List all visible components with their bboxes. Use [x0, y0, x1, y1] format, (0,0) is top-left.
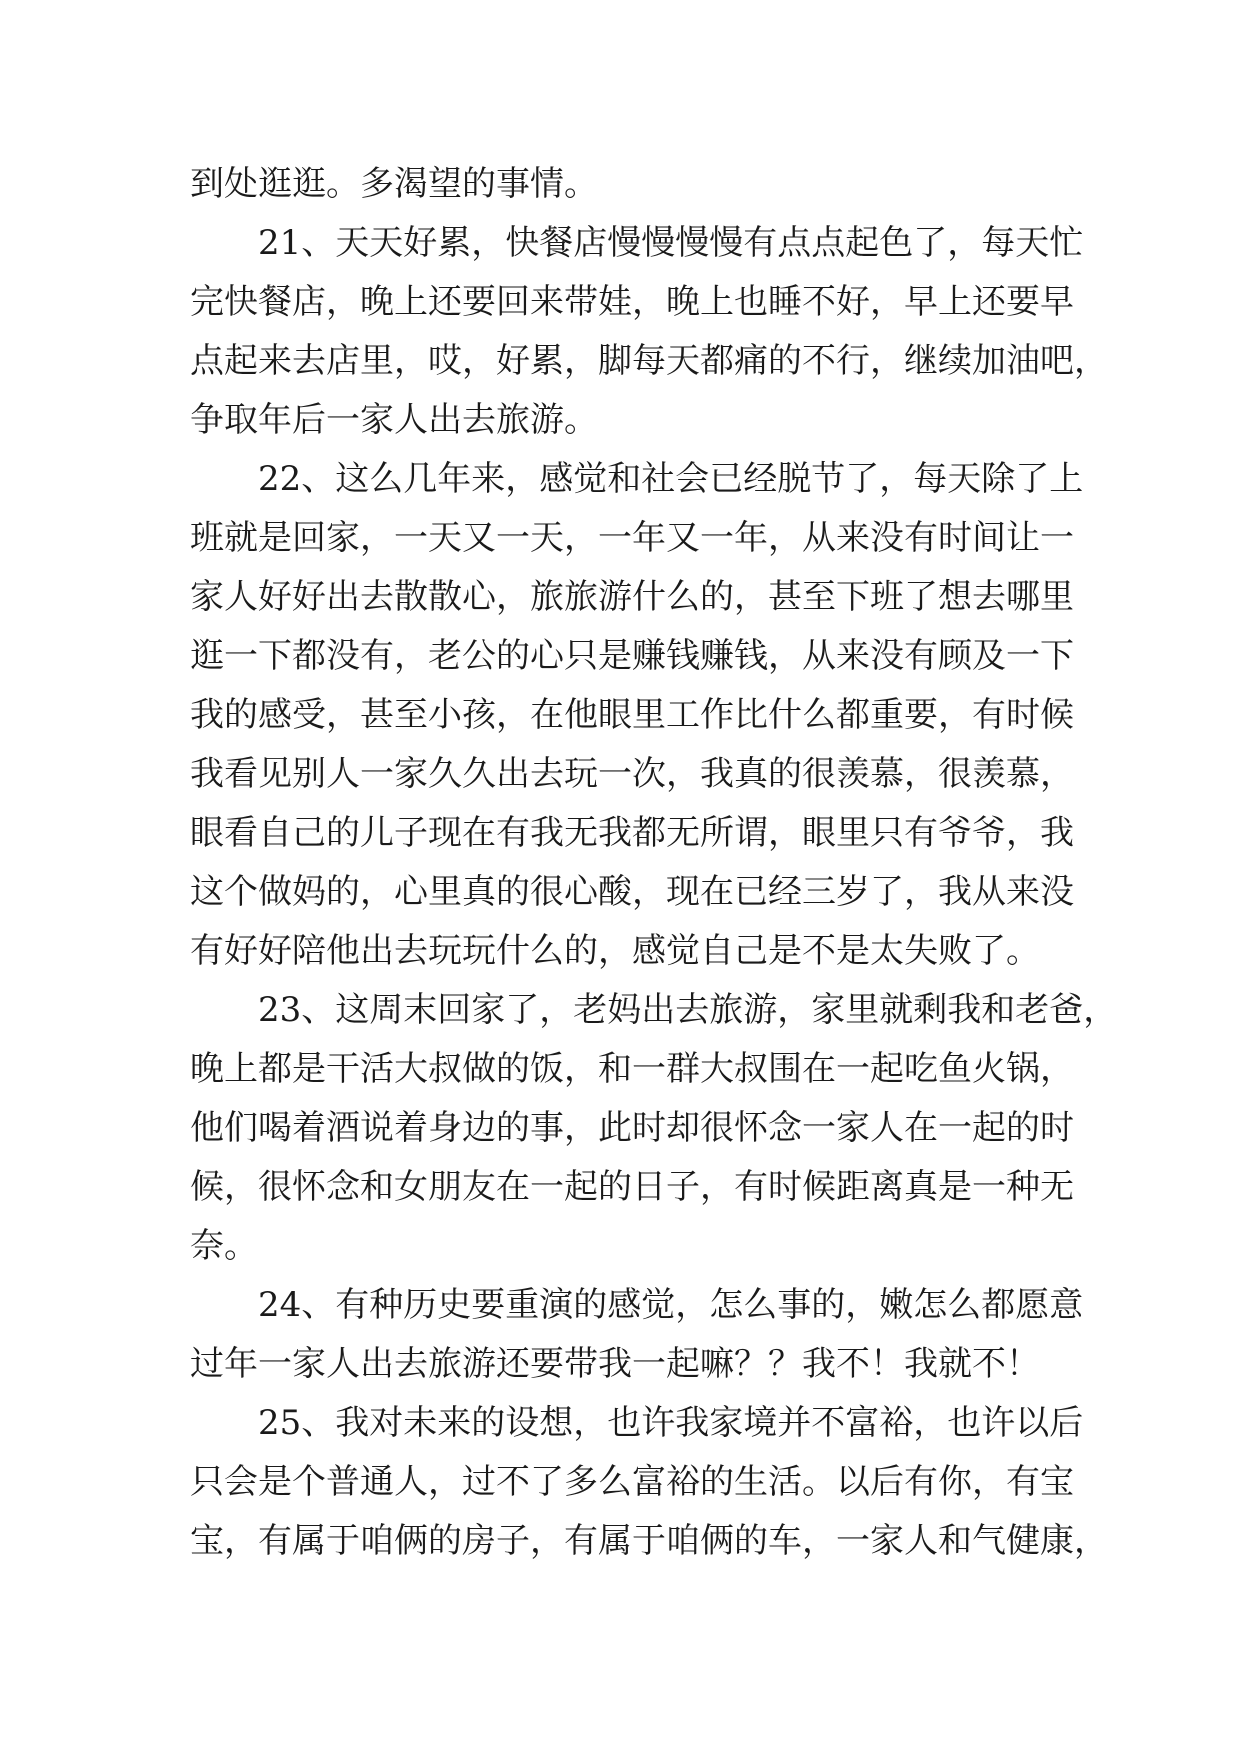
text-line: 眼看自己的儿子现在有我无我都无所谓，眼里只有爷爷，我 — [190, 813, 1074, 853]
text-line: 23、这周末回家了，老妈出去旅游，家里就剩我和老爸， — [258, 990, 1118, 1030]
text-line: 宝，有属于咱俩的房子，有属于咱俩的车，一家人和气健康， — [190, 1521, 1108, 1561]
text-line: 22、这么几年来，感觉和社会已经脱节了，每天除了上 — [258, 459, 1084, 499]
text-line: 有好好陪他出去玩玩什么的，感觉自己是不是太失败了。 — [190, 931, 1040, 971]
text-line: 25、我对未来的设想，也许我家境并不富裕，也许以后 — [258, 1403, 1084, 1443]
text-line: 家人好好出去散散心，旅旅游什么的，甚至下班了想去哪里 — [190, 577, 1074, 617]
text-line: 他们喝着酒说着身边的事，此时却很怀念一家人在一起的时 — [190, 1108, 1074, 1148]
text-line: 班就是回家，一天又一天，一年又一年，从来没有时间让一 — [190, 518, 1074, 558]
text-line: 逛一下都没有，老公的心只是赚钱赚钱，从来没有顾及一下 — [190, 636, 1074, 676]
text-line: 只会是个普通人，过不了多么富裕的生活。以后有你，有宝 — [190, 1462, 1074, 1502]
text-line: 奈。 — [190, 1226, 258, 1266]
text-line: 到处逛逛。多渴望的事情。 — [190, 164, 598, 204]
text-line: 晚上都是干活大叔做的饭，和一群大叔围在一起吃鱼火锅， — [190, 1049, 1074, 1089]
text-line: 我的感受，甚至小孩，在他眼里工作比什么都重要，有时候 — [190, 695, 1074, 735]
text-line: 过年一家人出去旅游还要带我一起嘛？？我不！我就不！ — [190, 1344, 1040, 1384]
text-line: 完快餐店，晚上还要回来带娃，晚上也睡不好，早上还要早 — [190, 282, 1074, 322]
text-line: 我看见别人一家久久出去玩一次，我真的很羡慕，很羡慕， — [190, 754, 1074, 794]
text-line: 点起来去店里，哎，好累，脚每天都痛的不行，继续加油吧， — [190, 341, 1108, 381]
text-line: 这个做妈的，心里真的很心酸，现在已经三岁了，我从来没 — [190, 872, 1074, 912]
text-line: 21、天天好累，快餐店慢慢慢慢有点点起色了，每天忙 — [258, 223, 1084, 263]
text-line: 24、有种历史要重演的感觉，怎么事的，嫩怎么都愿意 — [258, 1285, 1084, 1325]
text-line: 争取年后一家人出去旅游。 — [190, 400, 598, 440]
text-line: 候，很怀念和女朋友在一起的日子，有时候距离真是一种无 — [190, 1167, 1074, 1207]
